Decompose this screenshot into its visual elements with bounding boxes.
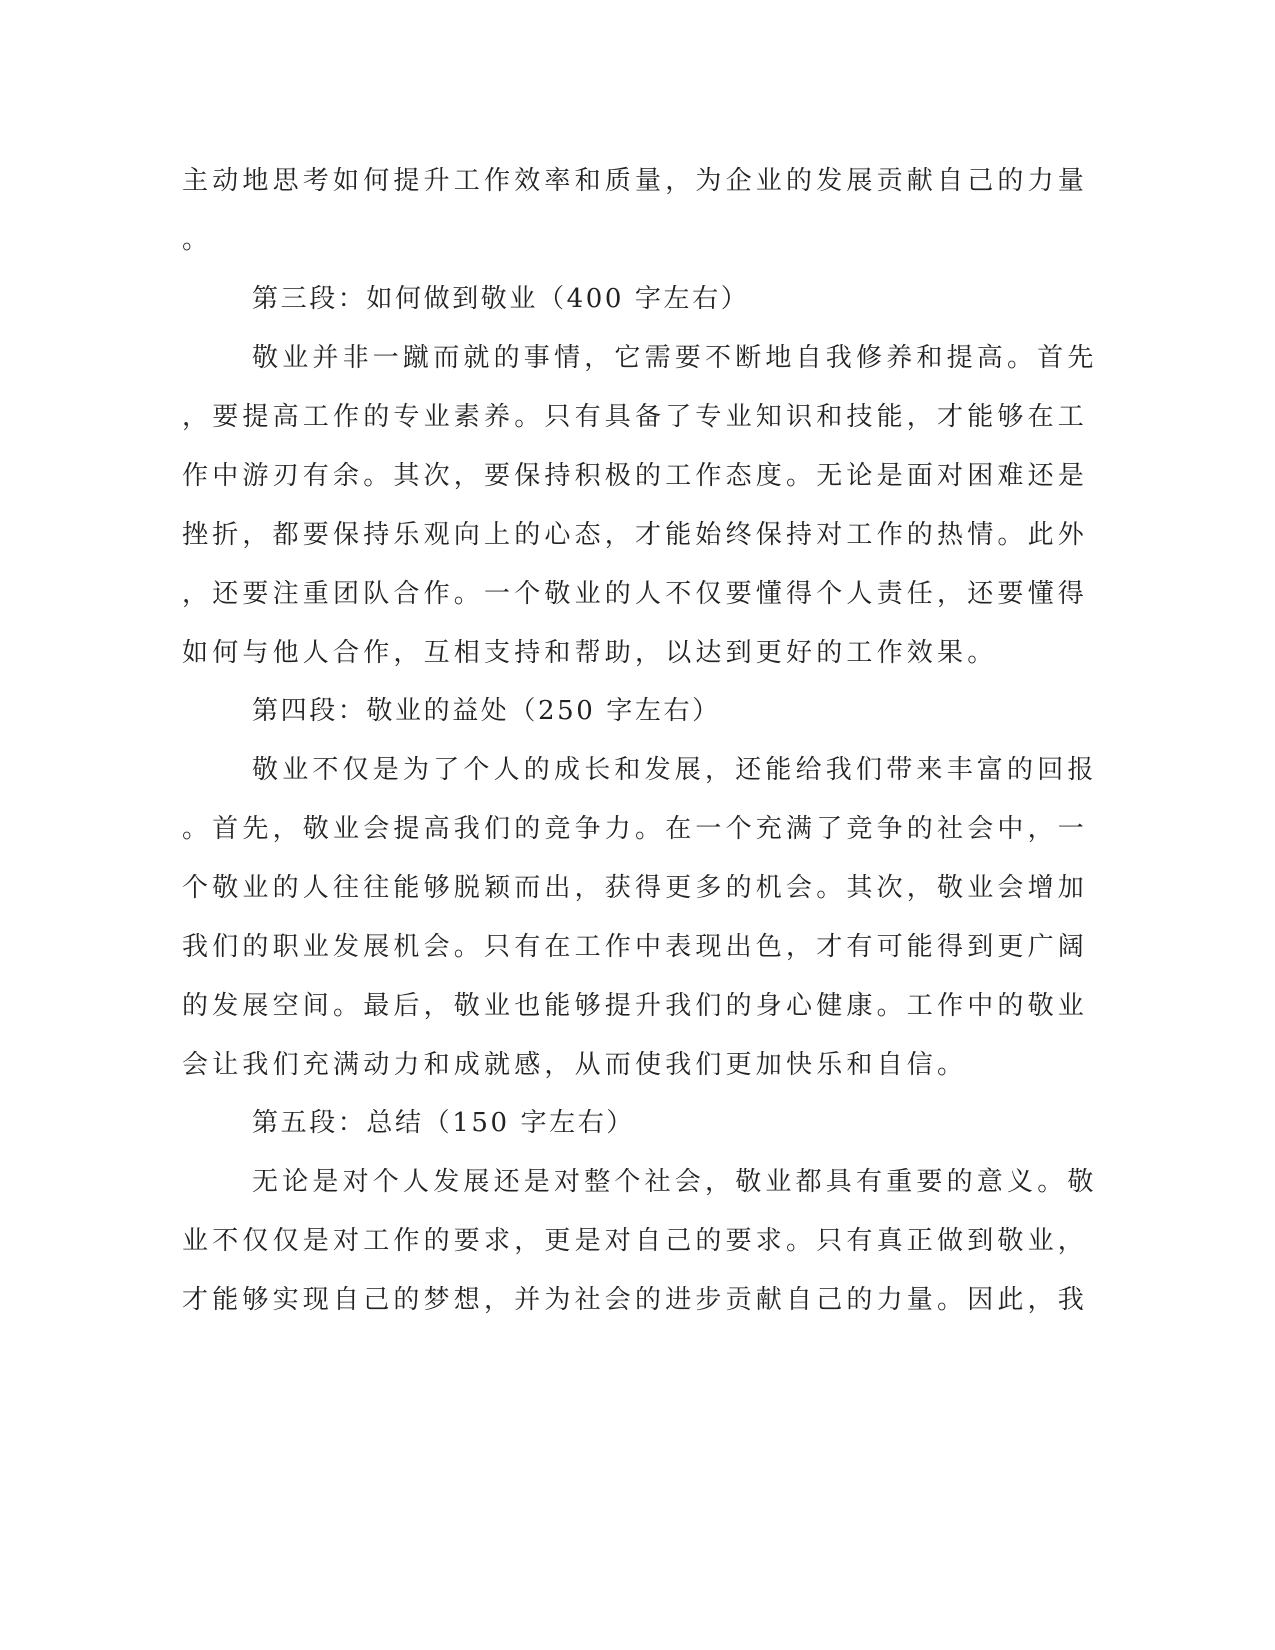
paragraph-first-line: 敬业并非一蹴而就的事情，它需要不断地自我修养和提高。首先: [252, 343, 1098, 373]
section-heading-4: 第四段：敬业的益处（250 字左右）: [252, 696, 721, 726]
body-text-line: 挫折，都要保持乐观向上的心态，才能始终保持对工作的热情。此外: [182, 520, 1089, 550]
body-text-line: 我们的职业发展机会。只有在工作中表现出色，才有可能得到更广阔: [182, 932, 1089, 962]
body-text-line: 个敬业的人往往能够脱颖而出，获得更多的机会。其次，敬业会增加: [182, 873, 1089, 903]
paragraph-first-line: 敬业不仅是为了个人的成长和发展，还能给我们带来丰富的回报: [252, 755, 1098, 785]
body-text-line: 业不仅仅是对工作的要求，更是对自己的要求。只有真正做到敬业，: [182, 1226, 1089, 1256]
body-text-line: 才能够实现自己的梦想，并为社会的进步贡献自己的力量。因此，我: [182, 1285, 1089, 1315]
body-text-line: ，要提高工作的专业素养。只有具备了专业知识和技能，才能够在工: [182, 402, 1089, 432]
body-text-line: 作中游刃有余。其次，要保持积极的工作态度。无论是面对困难还是: [182, 461, 1089, 491]
body-text-line: 的发展空间。最后，敬业也能够提升我们的身心健康。工作中的敬业: [182, 991, 1089, 1021]
body-text-line: ，还要注重团队合作。一个敬业的人不仅要懂得个人责任，还要懂得: [182, 579, 1089, 609]
body-text-line: 。: [182, 225, 213, 255]
body-text-line: 。首先，敬业会提高我们的竞争力。在一个充满了竞争的社会中，一: [182, 814, 1089, 844]
section-heading-5: 第五段：总结（150 字左右）: [252, 1108, 635, 1138]
body-text-line: 主动地思考如何提升工作效率和质量，为企业的发展贡献自己的力量: [182, 166, 1089, 196]
paragraph-first-line: 无论是对个人发展还是对整个社会，敬业都具有重要的意义。敬: [252, 1167, 1098, 1197]
body-text-line: 如何与他人合作，互相支持和帮助，以达到更好的工作效果。: [182, 638, 998, 668]
section-heading-3: 第三段：如何做到敬业（400 字左右）: [252, 284, 750, 314]
body-text-line: 会让我们充满动力和成就感，从而使我们更加快乐和自信。: [182, 1050, 968, 1080]
